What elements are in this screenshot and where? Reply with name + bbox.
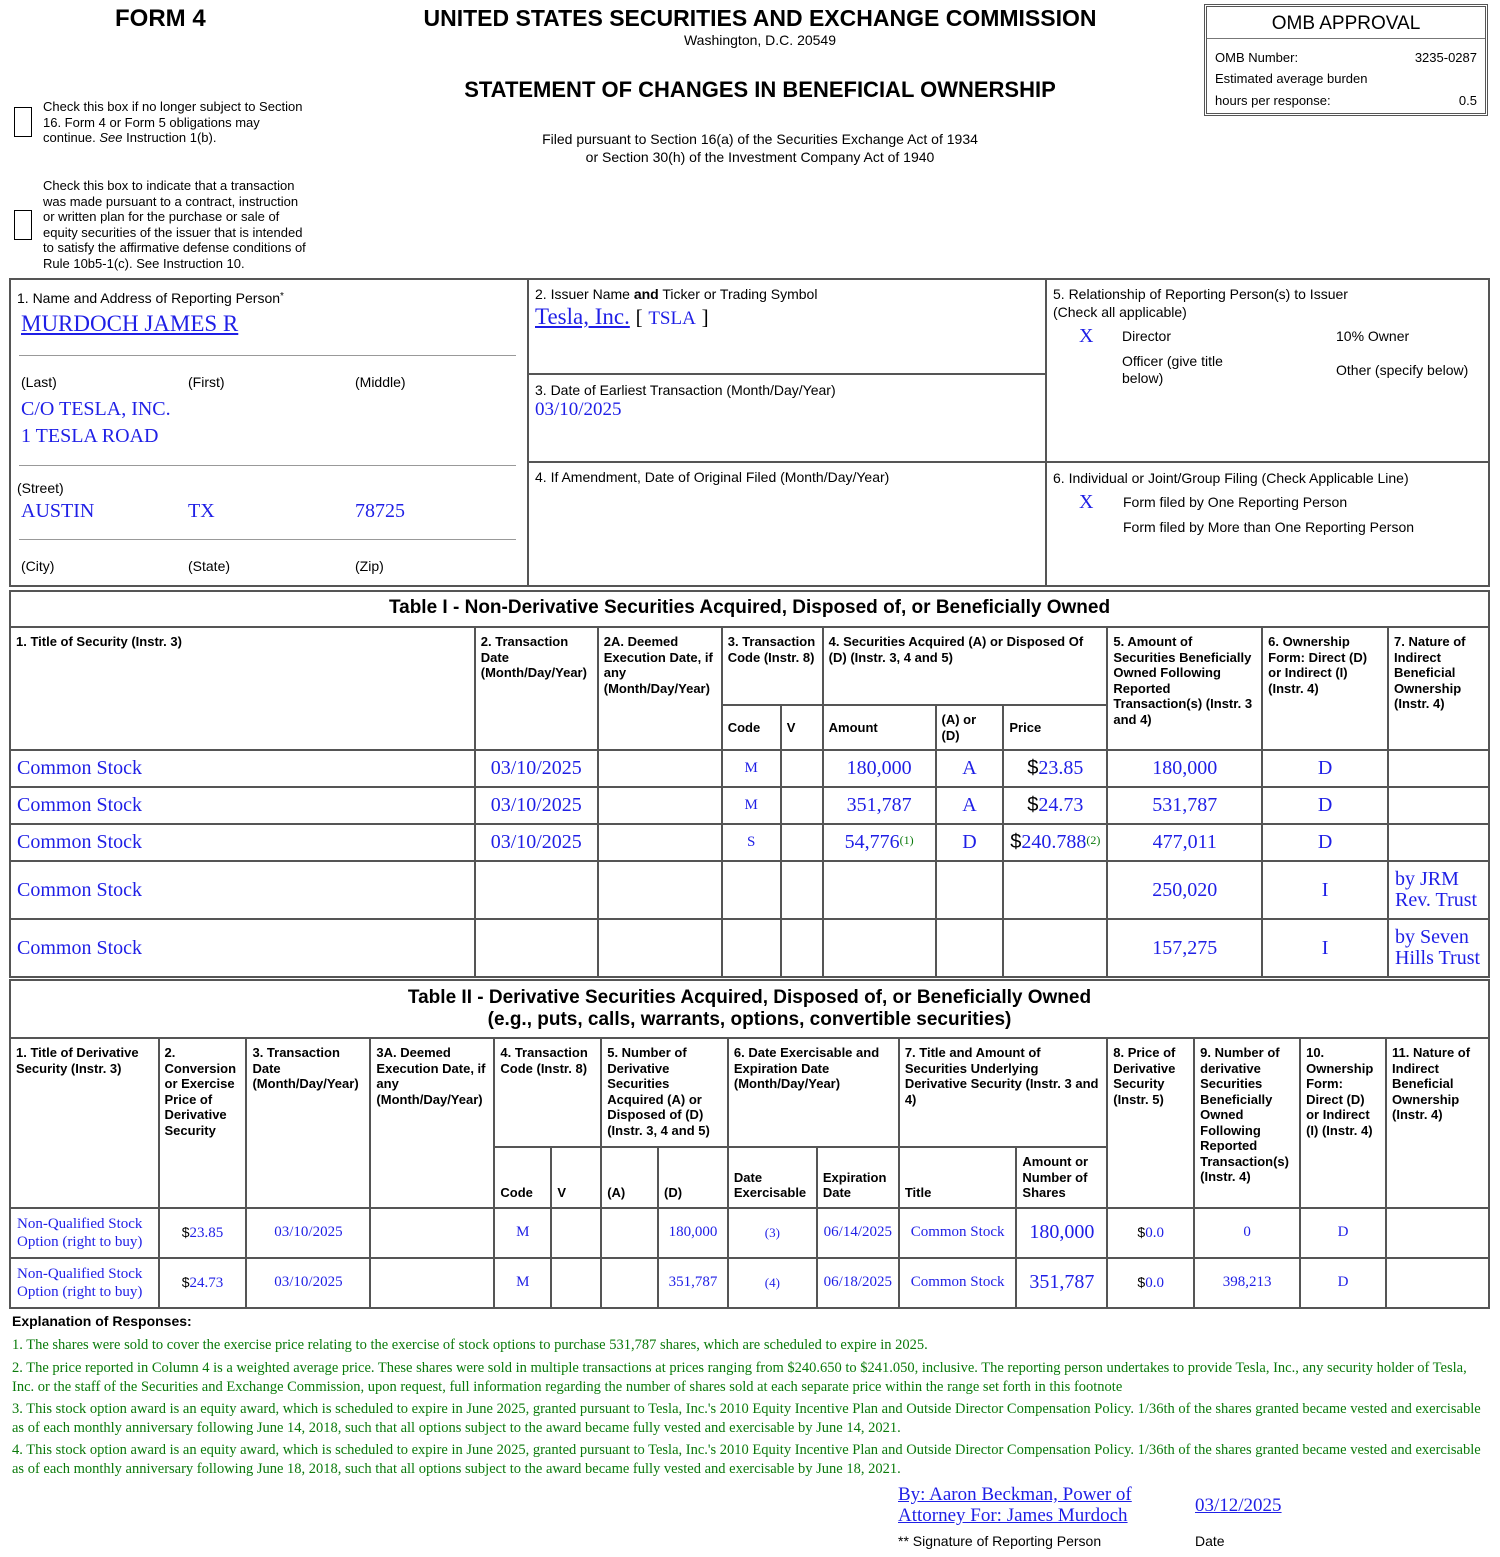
t2-subheader-a: (A) [601,1147,658,1208]
officer-label-2: below) [1122,370,1164,386]
table-2-derivative [9,979,1490,1309]
box6-label: 6. Individual or Joint/Group Filing (Check Applicable Line) [1053,470,1409,486]
acquired-a [601,1208,658,1258]
amount-footnote: (1) [899,833,914,847]
conversion-price-cell [159,1208,247,1258]
box1-divider [527,278,529,587]
derivative-price-cell [1107,1258,1194,1308]
omb-number-value: 3235-0287 [1414,50,1477,65]
table-1-header-row [10,627,1489,705]
box2-label [535,286,817,302]
v-cell [781,750,823,787]
checkbox-text-line: was made pursuant to a contract, instruction [43,193,299,209]
disposed-d: 180,000 [658,1208,728,1258]
ownership-form: D [1300,1258,1386,1308]
v-cell [551,1208,601,1258]
street-label: (Street) [17,480,64,496]
ownership-form: I [1262,919,1388,977]
box5-label: 5. Relationship of Reporting Person(s) to Issuer [1053,286,1348,302]
footnote-1: 1. The shares were sold to cover the exercise price relating to the exercise of stock options to purchase 531,787 shares, which are scheduled to expire in 2025. [12,1337,928,1353]
last-label: (Last) [21,374,57,390]
box2-label-part: 2. Issuer Name [535,286,634,302]
derivative-price: 0.0 [1145,1274,1164,1291]
a-or-d [936,861,1004,919]
t2-header-deemed-date: 3A. Deemed Execution Date, if any (Month/Day/Year) [370,1038,494,1208]
security-title: Common Stock [10,824,475,861]
transaction-code: M [722,750,781,787]
t1-header-deemed-date: 2A. Deemed Execution Date, if any (Month/Day/Year) [598,627,722,750]
transaction-code: M [722,787,781,824]
more-persons-label: Form filed by More than One Reporting Person [1123,519,1415,535]
nature [1388,787,1489,824]
statement-title: STATEMENT OF CHANGES IN BENEFICIAL OWNERSHIP [464,77,1056,102]
t1-subheader-code: Code [722,705,781,750]
t2-header-price: 8. Price of Derivative Security (Instr. 5) [1107,1038,1194,1208]
t2-header-title: 1. Title of Derivative Security (Instr. 3) [10,1038,159,1208]
omb-title: OMB APPROVAL [1207,9,1485,39]
underlying-amount: 351,787 [1016,1258,1107,1308]
street-line-1: C/O TESLA, INC. [21,398,171,420]
t2-subheader-title: Title [899,1147,1017,1208]
checkbox-text-line: Rule 10b5-1(c). See Instruction 10. [43,255,245,271]
boxes-left-border [9,278,11,587]
ownership-form: D [1262,824,1388,861]
dollar-sign: $ [1027,757,1039,779]
table-2-header-row [10,1038,1489,1147]
transaction-code [722,861,781,919]
boxes-top-border [9,278,1490,280]
expiration-date: 06/14/2025 [817,1208,899,1258]
ten-percent-owner-label: 10% Owner [1336,328,1410,344]
omb-approval-box [1204,4,1488,116]
omb-number-row [1215,50,1477,65]
underlying-amount: 180,000 [1016,1208,1107,1258]
transaction-date [475,919,598,977]
table-row [10,787,1489,824]
first-label: (First) [188,374,225,390]
nature [1388,824,1489,861]
dollar-sign: $ [1137,1223,1146,1240]
nature: by Seven Hills Trust [1388,919,1489,977]
table-2-caption-line-2: (e.g., puts, calls, warrants, options, convertible securities) [487,1009,1012,1030]
boxes-bottom-border [9,585,1490,587]
a-or-d [936,919,1004,977]
earliest-transaction-date: 03/10/2025 [535,399,622,420]
rule-10b5-1-text [43,178,328,271]
v-cell [781,919,823,977]
checkbox-text-italic: See [99,130,123,145]
signature-line-1[interactable]: By: Aaron Beckman, Power of [898,1484,1132,1505]
box2-label-bold: and [633,286,659,302]
checkbox-text-line: equity securities of the issuer that is intended [43,224,303,240]
a-or-d: D [936,824,1004,861]
table-row [10,750,1489,787]
checkbox-text-line: to satisfy the affirmative defense conditions of [43,240,306,255]
price-cell [1003,824,1107,861]
table-row [10,919,1489,977]
date-exercisable-footnote: (4) [728,1258,817,1308]
t1-header-title: 1. Title of Security (Instr. 3) [10,627,475,750]
signature-date[interactable]: 03/12/2025 [1195,1495,1282,1516]
amount-owned: 157,275 [1107,919,1262,977]
box2-label-part: Ticker or Trading Symbol [658,286,818,302]
amount-owned: 477,011 [1107,824,1262,861]
one-person-label: Form filed by One Reporting Person [1123,494,1348,510]
table-1-caption: Table I - Non-Derivative Securities Acquired, Disposed of, or Beneficially Owned [10,591,1489,627]
v-cell [781,787,823,824]
t2-header-conversion-price: 2. Conversion or Exercise Price of Derivative Security [159,1038,247,1208]
dollar-sign: $ [1010,831,1022,853]
boxes-right-border [1488,278,1490,587]
table-1-caption-row [10,591,1489,627]
t1-header-acquired-disposed: 4. Securities Acquired (A) or Disposed Of (D) (Instr. 3, 4 and 5) [823,627,1108,705]
ownership-form: D [1262,750,1388,787]
v-cell [781,824,823,861]
t2-header-owned: 9. Number of derivative Securities Beneficially Owned Following Reported Transaction(s) (Instr. 4) [1194,1038,1300,1208]
checkbox-text-line: 16. Form 4 or Form 5 obligations may [43,114,260,130]
table-2-caption-line-1: Table II - Derivative Securities Acquired, Disposed of, or Beneficially Owned [407,987,1092,1008]
acquired-a [601,1258,658,1308]
amount-cell [823,919,936,977]
transaction-code: S [722,824,781,861]
box5-divider [1045,278,1047,587]
dollar-sign: $ [181,1273,190,1290]
transaction-code [722,919,781,977]
checkbox-text-line: or written plan for the purchase or sale of [43,209,280,224]
t1-subheader-price: Price [1003,705,1107,750]
security-title: Common Stock [10,787,475,824]
nature: by JRM Rev. Trust [1388,861,1489,919]
bracket-open: [ [635,305,643,329]
table-row [10,861,1489,919]
price: 23.85 [1038,757,1084,779]
table-row [10,1208,1489,1258]
omb-hours-label: hours per response: [1215,93,1331,108]
date-label: Date [1195,1533,1225,1549]
t2-header-number: 5. Number of Derivative Securities Acquired (A) or Disposed of (D) (Instr. 3, 4 and 5) [601,1038,728,1147]
street-underline [19,465,516,466]
table-2-caption [10,980,1489,1038]
bracket-close: ] [701,305,709,329]
state-label: (State) [188,558,231,574]
signature-label: ** Signature of Reporting Person [898,1533,1102,1549]
disposed-d: 351,787 [658,1258,728,1308]
underlying-title: Common Stock [899,1258,1017,1308]
amount-owned: 531,787 [1107,787,1262,824]
footnote-4: 4. This stock option award is an equity award, which is scheduled to expire in June 2025, granted pursuant to Tesla, Inc.'s 2010 Equity Incentive Plan and Outside Director Compensation Policy. 1/36th of the shares granted became vested and exercisable as of each monthly anniversary following June 18, 2018, such that all options subject to the award became fully vested and exercisable by June 18, 2021. [12,1442,1481,1477]
transaction-date: 03/10/2025 [475,787,598,824]
street-line-2: 1 TESLA ROAD [21,425,159,447]
middle-label: (Middle) [355,374,406,390]
t2-header-nature: 11. Nature of Indirect Beneficial Ownership (Instr. 4) [1386,1038,1489,1208]
signature-line-2[interactable]: Attorney For: James Murdoch [898,1505,1128,1526]
t1-subheader-amount: Amount [823,705,936,750]
omb-burden-label: Estimated average burden [1215,71,1368,86]
table-2-caption-row [10,980,1489,1038]
security-title: Common Stock [10,750,475,787]
signature-link[interactable] [898,1484,1132,1526]
reporting-person-name-link[interactable]: MURDOCH JAMES R [21,311,239,336]
footnote-3: 3. This stock option award is an equity award, which is scheduled to expire in June 2025, granted pursuant to Tesla, Inc.'s 2010 Equity Incentive Plan and Outside Director Compensation Policy. 1/36th of the shares granted became vested and exercisable as of each monthly anniversary following June 14, 2018, such that all options subject to the award became fully vested and exercisable by June 14, 2021. [12,1401,1481,1436]
agency-name: UNITED STATES SECURITIES AND EXCHANGE COMMISSION [423,5,1097,31]
amount-cell [823,750,936,787]
t2-header-exercisable: 6. Date Exercisable and Expiration Date (Month/Day/Year) [728,1038,899,1147]
dollar-sign: $ [1027,794,1039,816]
box5-label-2: (Check all applicable) [1053,304,1187,320]
price-cell [1003,919,1107,977]
omb-hours-value: 0.5 [1458,93,1477,108]
transaction-date: 03/10/2025 [246,1258,370,1308]
t1-subheader-v: V [781,705,823,750]
t1-header-nature: 7. Nature of Indirect Beneficial Ownership (Instr. 4) [1388,627,1489,750]
t2-subheader-date-exercisable: Date Exercisable [728,1147,817,1208]
conversion-price: 23.85 [189,1224,224,1241]
amount-cell [823,861,936,919]
deemed-date [598,861,722,919]
box1-label [17,290,284,306]
form-title: FORM 4 [115,5,206,32]
table-row [10,1258,1489,1308]
box1-label-text: 1. Name and Address of Reporting Person [17,290,281,306]
t2-subheader-amount: Amount or Number of Shares [1016,1147,1107,1208]
ownership-form: I [1262,861,1388,919]
t1-header-ownership-form: 6. Ownership Form: Direct (D) or Indirect (I) (Instr. 4) [1262,627,1388,750]
amount-owned: 250,020 [1107,861,1262,919]
checkbox-text-part: Instruction 1(b). [126,130,217,145]
amount: 180,000 [846,757,912,779]
t2-subheader-v: V [551,1147,601,1208]
city-underline [19,539,516,540]
amount-cell [823,824,936,861]
city-value: AUSTIN [21,500,95,522]
t2-header-code: 4. Transaction Code (Instr. 8) [494,1038,601,1147]
one-person-mark: X [1079,491,1094,513]
director-mark: X [1079,325,1094,347]
derivative-price-cell [1107,1208,1194,1258]
transaction-date: 03/10/2025 [475,824,598,861]
t1-subheader-a-or-d: (A) or (D) [936,705,1004,750]
filed-pursuant-line-1: Filed pursuant to Section 16(a) of the Securities Exchange Act of 1934 [542,131,978,147]
box3-box5-bottom [527,461,1490,463]
dollar-sign: $ [1137,1273,1146,1290]
deemed-date [370,1208,494,1258]
transaction-date: 03/10/2025 [246,1208,370,1258]
omb-hours-row [1215,93,1477,108]
deemed-date [598,750,722,787]
agency-city: Washington, D.C. 20549 [683,32,836,48]
box3-label: 3. Date of Earliest Transaction (Month/Day/Year) [535,382,836,398]
derivative-title: Non-Qualified Stock Option (right to buy) [10,1258,159,1308]
ownership-form: D [1300,1208,1386,1258]
derivative-price: 0.0 [1145,1224,1164,1241]
nature [1386,1208,1489,1258]
amount-owned: 180,000 [1107,750,1262,787]
no-longer-subject-text [43,99,323,146]
ticker-link[interactable]: TSLA [648,308,696,329]
officer-label: Officer (give title [1122,353,1223,369]
city-label: (City) [21,558,55,574]
box1-asterisk: * [280,291,284,302]
rule-10b5-1-checkbox[interactable] [14,210,32,240]
amount: 54,776 [844,831,900,853]
transaction-code: M [494,1208,551,1258]
checkbox-text-line: Check this box if no longer subject to Section [43,99,303,114]
price: 24.73 [1038,794,1084,816]
date-exercisable-footnote: (3) [728,1208,817,1258]
t1-header-amount-owned: 5. Amount of Securities Beneficially Owned Following Reported Transaction(s) (Instr. 3 and 4) [1107,627,1262,750]
derivative-owned: 398,213 [1194,1258,1300,1308]
price-cell [1003,787,1107,824]
a-or-d: A [936,787,1004,824]
ownership-form: D [1262,787,1388,824]
state-value: TX [188,500,215,522]
conversion-price: 24.73 [189,1274,224,1291]
security-title: Common Stock [10,919,475,977]
omb-number-label: OMB Number: [1215,50,1299,65]
table-1-non-derivative [9,590,1490,978]
t2-header-form: 10. Ownership Form: Direct (D) or Indirect (I) (Instr. 4) [1300,1038,1386,1208]
dollar-sign: $ [181,1223,190,1240]
issuer-row [535,304,709,330]
derivative-owned: 0 [1194,1208,1300,1258]
checkbox-text-line: Check this box to indicate that a transaction [43,178,295,193]
v-cell [551,1258,601,1308]
a-or-d: A [936,750,1004,787]
table-row [10,824,1489,861]
explanation-title: Explanation of Responses: [12,1313,192,1329]
price-cell [1003,750,1107,787]
footnote-2: 2. The price reported in Column 4 is a weighted average price. These shares were sold in multiple transactions at prices ranging from $240.650 to $241.050, inclusive. The reporting person undertakes to provide Tesla, Inc., any security holder of Tesla, Inc. or the staff of the Securities and Exchange Commission, upon request, full information regarding the number of shares sold at each separate price within the range set forth in this footnote [12,1360,1467,1395]
t2-header-date: 3. Transaction Date (Month/Day/Year) [246,1038,370,1208]
name-underline [19,355,516,356]
deemed-date [370,1258,494,1308]
filed-pursuant-line-2: or Section 30(h) of the Investment Company Act of 1940 [585,149,935,165]
zip-label: (Zip) [355,558,384,574]
t2-subheader-code: Code [494,1147,551,1208]
other-label: Other (specify below) [1336,362,1469,378]
t2-subheader-expiration: Expiration Date [817,1147,899,1208]
derivative-title: Non-Qualified Stock Option (right to buy) [10,1208,159,1258]
deemed-date [598,824,722,861]
box4-label: 4. If Amendment, Date of Original Filed (Month/Day/Year) [535,469,890,485]
box2-bottom [527,373,1047,375]
nature [1386,1258,1489,1308]
director-label: Director [1122,328,1172,344]
t1-header-code: 3. Transaction Code (Instr. 8) [722,627,823,705]
expiration-date: 06/18/2025 [817,1258,899,1308]
transaction-date: 03/10/2025 [475,750,598,787]
checkbox-text-part: continue. [43,130,96,145]
price: 240.788 [1021,831,1087,853]
checkbox-text-line [43,130,323,146]
nature [1388,750,1489,787]
amount: 351,787 [846,794,912,816]
deemed-date [598,787,722,824]
price-footnote: (2) [1086,833,1101,847]
v-cell [781,861,823,919]
t2-header-underlying: 7. Title and Amount of Securities Underlying Derivative Security (Instr. 3 and 4) [899,1038,1107,1147]
underlying-title: Common Stock [899,1208,1017,1258]
t1-header-date: 2. Transaction Date (Month/Day/Year) [475,627,598,750]
zip-value: 78725 [355,500,405,522]
issuer-name-link[interactable]: Tesla, Inc. [535,304,630,329]
transaction-code: M [494,1258,551,1308]
conversion-price-cell [159,1258,247,1308]
amount-cell [823,787,936,824]
no-longer-subject-checkbox[interactable] [14,107,32,137]
transaction-date [475,861,598,919]
price-cell [1003,861,1107,919]
t2-subheader-d: (D) [658,1147,728,1208]
deemed-date [598,919,722,977]
security-title: Common Stock [10,861,475,919]
